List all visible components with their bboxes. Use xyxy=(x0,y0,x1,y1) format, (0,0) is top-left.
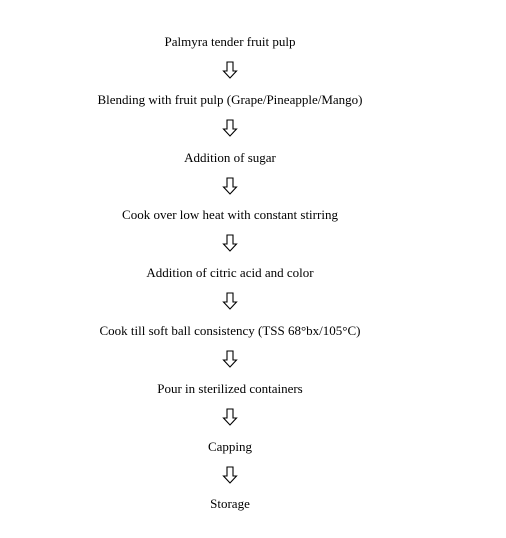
down-arrow-icon xyxy=(222,177,238,195)
flow-step-9: Storage xyxy=(210,496,250,512)
flow-step-7: Pour in sterilized containers xyxy=(157,380,303,396)
flow-step-1: Palmyra tender fruit pulp xyxy=(164,34,296,49)
down-arrow-icon xyxy=(222,466,238,484)
down-arrow-icon xyxy=(222,234,238,252)
down-arrow-icon xyxy=(222,408,238,426)
down-arrow-icon xyxy=(222,350,238,368)
flow-step-3: Addition of sugar xyxy=(184,149,276,165)
flow-step-6: Cook till soft ball consistency (TSS 68°bx/105°C) xyxy=(99,323,361,338)
flow-step-2: Blending with fruit pulp (Grape/Pineapple/Mango) xyxy=(97,91,363,107)
down-arrow-icon xyxy=(222,292,238,310)
flow-step-8: Capping xyxy=(207,438,253,454)
flow-step-5: Addition of citric acid and color xyxy=(146,265,314,281)
flow-step-4: Cook over low heat with constant stirring xyxy=(122,207,338,223)
down-arrow-icon xyxy=(222,119,238,137)
down-arrow-icon xyxy=(222,61,238,79)
